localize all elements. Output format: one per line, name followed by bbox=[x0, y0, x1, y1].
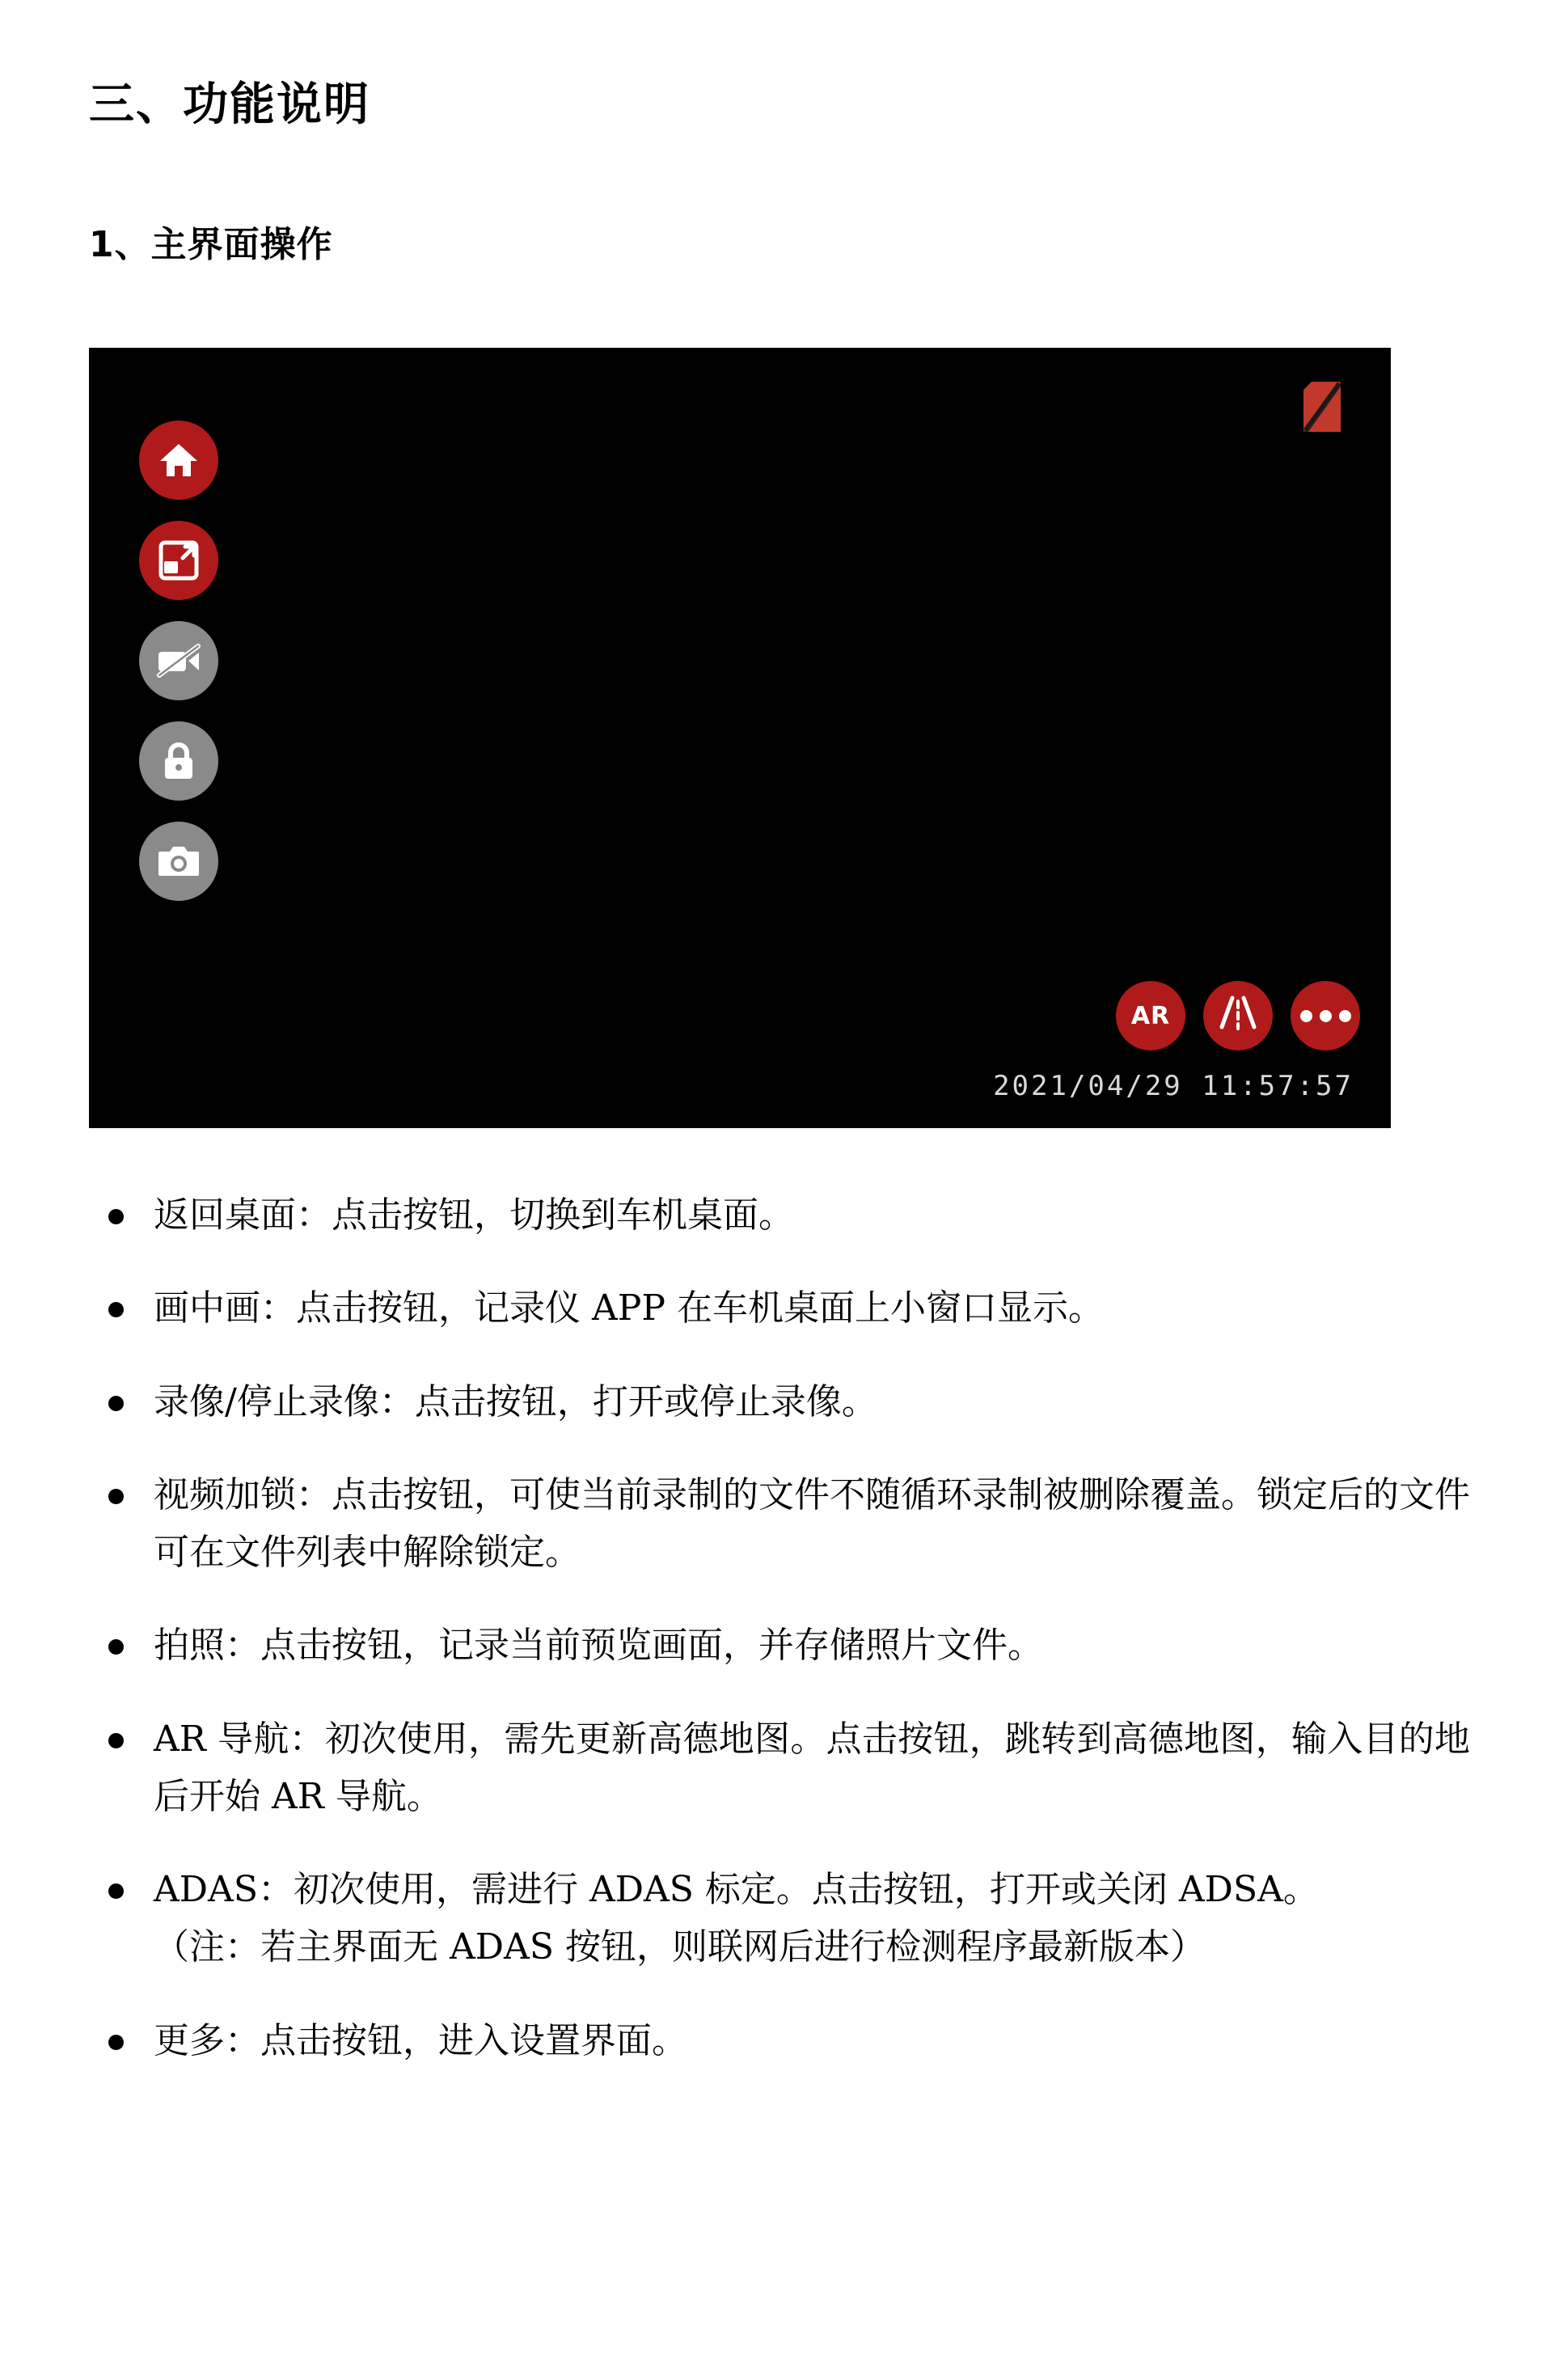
camera-icon bbox=[157, 843, 201, 879]
list-item: 返回桌面：点击按钮，切换到车机桌面。 bbox=[89, 1186, 1470, 1244]
list-item: 更多：点击按钮，进入设置界面。 bbox=[89, 2012, 1470, 2069]
list-item: 画中画：点击按钮，记录仪 APP 在车机桌面上小窗口显示。 bbox=[89, 1279, 1470, 1337]
lock-icon bbox=[162, 741, 196, 781]
list-item: 视频加锁：点击按钮，可使当前录制的文件不随循环录制被删除覆盖。锁定后的文件可在文件列表中解除锁定。 bbox=[89, 1466, 1470, 1582]
ar-navigation-button[interactable] bbox=[1116, 981, 1185, 1050]
video-camera-off-icon bbox=[156, 643, 201, 678]
timestamp-overlay: 2021/04/29 11:57:57 bbox=[993, 1070, 1354, 1102]
list-item bbox=[89, 1861, 1470, 1976]
list-item: 录像/停止录像：点击按钮，打开或停止录像。 bbox=[89, 1373, 1470, 1431]
list-item-text: ADAS：初次使用，需进行 ADAS 标定。点击按钮，打开或关闭 ADSA。 bbox=[154, 1869, 1319, 1911]
picture-in-picture-button[interactable] bbox=[139, 521, 218, 600]
left-button-column bbox=[139, 421, 218, 901]
snapshot-button[interactable] bbox=[139, 822, 218, 901]
video-lock-button[interactable] bbox=[139, 721, 218, 801]
list-item: 拍照：点击按钮，记录当前预览画面，并存储照片文件。 bbox=[89, 1617, 1470, 1674]
device-screenshot-figure bbox=[89, 348, 1391, 1128]
subsection-title: 1、主界面操作 bbox=[89, 224, 333, 265]
home-button[interactable] bbox=[139, 421, 218, 500]
adas-button[interactable] bbox=[1203, 981, 1273, 1050]
sd-card-error-icon bbox=[1303, 382, 1341, 432]
more-button[interactable] bbox=[1291, 981, 1360, 1050]
camera-preview-area bbox=[89, 348, 1391, 1128]
page-title: 三、功能说明 bbox=[89, 78, 370, 131]
record-stop-button[interactable] bbox=[139, 621, 218, 700]
bottom-button-row bbox=[1116, 981, 1360, 1050]
list-item: AR 导航：初次使用，需先更新高德地图。点击按钮，跳转到高德地图，输入目的地后开始 AR 导航。 bbox=[89, 1710, 1470, 1826]
pip-icon bbox=[158, 540, 199, 581]
list-item-note: （注：若主界面无 ADAS 按钮，则联网后进行检测程序最新版本） bbox=[154, 1926, 1206, 1968]
ellipsis-icon bbox=[1300, 1010, 1351, 1022]
feature-list bbox=[89, 1186, 1470, 2069]
ar-text-icon: AR bbox=[1130, 1001, 1171, 1030]
lane-road-icon bbox=[1219, 995, 1257, 1037]
home-icon bbox=[158, 442, 199, 479]
